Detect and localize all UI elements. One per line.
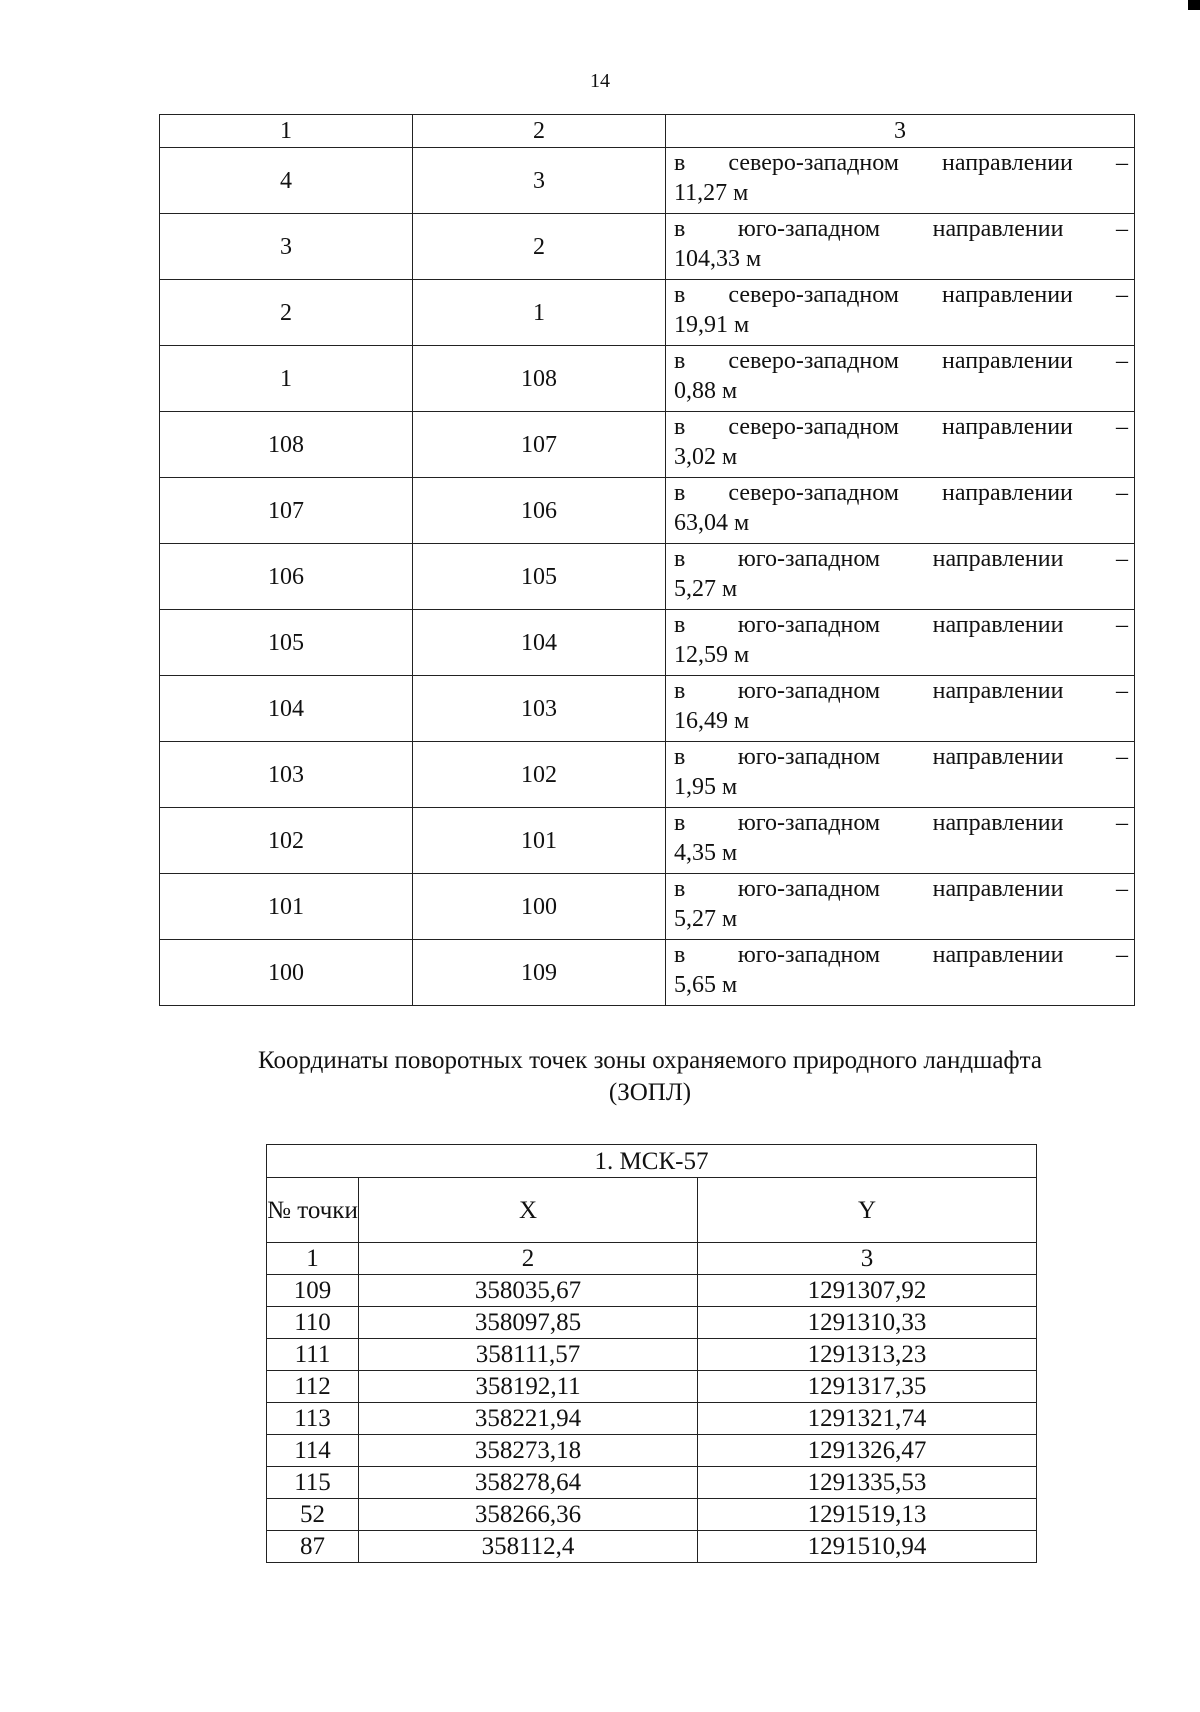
- from-point-cell: 4: [160, 148, 413, 214]
- direction-word: северо-западном: [728, 480, 899, 506]
- distance-text: 5,27 м: [674, 576, 738, 602]
- y-coordinate-cell: 1291335,53: [698, 1467, 1037, 1499]
- direction-cell: [666, 676, 1135, 742]
- direction-word: в: [674, 678, 686, 704]
- direction-word: –: [1115, 810, 1128, 836]
- to-point-cell: 105: [413, 544, 666, 610]
- column-index: 2: [359, 1243, 698, 1275]
- direction-word: юго-западном: [737, 612, 881, 638]
- direction-cell: [666, 544, 1135, 610]
- table-row: [267, 1467, 1037, 1499]
- x-coordinate-cell: 358266,36: [359, 1499, 698, 1531]
- direction-cell: [666, 610, 1135, 676]
- distance-text: 5,27 м: [674, 906, 738, 932]
- direction-word: юго-западном: [737, 744, 881, 770]
- to-point-cell: 106: [413, 478, 666, 544]
- direction-text: [674, 412, 1128, 442]
- from-point-cell: 3: [160, 214, 413, 280]
- column-header: 3: [666, 115, 1135, 148]
- direction-text: [674, 610, 1128, 640]
- to-point-cell: 108: [413, 346, 666, 412]
- distance-text: 4,35 м: [674, 840, 738, 866]
- direction-word: направлении: [932, 546, 1064, 572]
- table-header-row: [267, 1178, 1037, 1243]
- direction-cell: [666, 412, 1135, 478]
- direction-word: в: [674, 810, 686, 836]
- x-coordinate-cell: 358278,64: [359, 1467, 698, 1499]
- direction-text: [674, 214, 1128, 244]
- table-row: [267, 1339, 1037, 1371]
- y-coordinate-cell: 1291313,23: [698, 1339, 1037, 1371]
- from-point-cell: 105: [160, 610, 413, 676]
- direction-word: –: [1115, 942, 1128, 968]
- y-coordinate-cell: 1291510,94: [698, 1531, 1037, 1563]
- table-row: [160, 940, 1135, 1006]
- y-coordinate-cell: 1291317,35: [698, 1371, 1037, 1403]
- section-title-line: Координаты поворотных точек зоны охраняемого природного ландшафта: [258, 1047, 1042, 1074]
- distance-text: 63,04 м: [674, 510, 750, 536]
- distance-text: 0,88 м: [674, 378, 738, 404]
- to-point-cell: 102: [413, 742, 666, 808]
- direction-word: в: [674, 546, 686, 572]
- coordinates-table: [266, 1144, 1037, 1563]
- distance-text: 19,91 м: [674, 312, 750, 338]
- direction-cell: [666, 874, 1135, 940]
- distance-text: 12,59 м: [674, 642, 750, 668]
- direction-word: –: [1115, 744, 1128, 770]
- column-index: 1: [267, 1243, 359, 1275]
- table-row: [160, 544, 1135, 610]
- column-index: 3: [698, 1243, 1037, 1275]
- direction-word: –: [1115, 282, 1128, 308]
- direction-word: юго-западном: [737, 216, 881, 242]
- point-number-cell: 115: [267, 1467, 359, 1499]
- distance-text: 11,27 м: [674, 180, 749, 206]
- table-row: [160, 214, 1135, 280]
- to-point-cell: 3: [413, 148, 666, 214]
- direction-word: в: [674, 480, 686, 506]
- direction-word: северо-западном: [728, 348, 899, 374]
- direction-cell: [666, 214, 1135, 280]
- from-point-cell: 106: [160, 544, 413, 610]
- point-number-cell: 109: [267, 1275, 359, 1307]
- x-coordinate-cell: 358192,11: [359, 1371, 698, 1403]
- direction-text: [674, 148, 1128, 178]
- table-row: [160, 676, 1135, 742]
- section-title-line: (ЗОПЛ): [608, 1079, 692, 1106]
- direction-word: направлении: [932, 678, 1064, 704]
- direction-word: –: [1115, 216, 1128, 242]
- to-point-cell: 100: [413, 874, 666, 940]
- x-coordinate-cell: 358097,85: [359, 1307, 698, 1339]
- x-coordinate-cell: 358273,18: [359, 1435, 698, 1467]
- distance-text: 5,65 м: [674, 972, 738, 998]
- table-row: [160, 412, 1135, 478]
- direction-word: в: [674, 744, 686, 770]
- direction-word: направлении: [942, 348, 1073, 374]
- direction-text: [674, 742, 1128, 772]
- table-row: [160, 280, 1135, 346]
- direction-word: направлении: [932, 810, 1064, 836]
- from-point-cell: 108: [160, 412, 413, 478]
- column-header: 1: [160, 115, 413, 148]
- table-row: [267, 1307, 1037, 1339]
- from-point-cell: 104: [160, 676, 413, 742]
- direction-word: северо-западном: [728, 150, 899, 176]
- to-point-cell: 107: [413, 412, 666, 478]
- from-point-cell: 101: [160, 874, 413, 940]
- direction-word: направлении: [942, 150, 1073, 176]
- point-number-cell: 87: [267, 1531, 359, 1563]
- direction-word: северо-западном: [728, 282, 899, 308]
- direction-word: –: [1115, 546, 1128, 572]
- table-row: [267, 1371, 1037, 1403]
- scan-corner-mark: [1188, 0, 1200, 10]
- direction-word: в: [674, 150, 686, 176]
- direction-word: в: [674, 414, 686, 440]
- to-point-cell: 101: [413, 808, 666, 874]
- table-row: [267, 1435, 1037, 1467]
- direction-word: в: [674, 876, 686, 902]
- from-point-cell: 102: [160, 808, 413, 874]
- table-row: [160, 148, 1135, 214]
- direction-word: в: [674, 282, 686, 308]
- direction-text: [674, 478, 1128, 508]
- from-point-cell: 103: [160, 742, 413, 808]
- direction-word: направлении: [942, 480, 1073, 506]
- table-row: [267, 1275, 1037, 1307]
- direction-word: северо-западном: [728, 414, 899, 440]
- to-point-cell: 104: [413, 610, 666, 676]
- direction-cell: [666, 478, 1135, 544]
- section-title: [0, 1045, 1200, 1109]
- direction-word: –: [1115, 612, 1128, 638]
- direction-word: в: [674, 942, 686, 968]
- to-point-cell: 103: [413, 676, 666, 742]
- boundary-description-table: [159, 114, 1135, 1006]
- y-coordinate-cell: 1291310,33: [698, 1307, 1037, 1339]
- direction-word: направлении: [932, 942, 1064, 968]
- direction-cell: [666, 280, 1135, 346]
- direction-word: юго-западном: [737, 810, 881, 836]
- direction-word: юго-западном: [737, 876, 881, 902]
- table-row: [267, 1531, 1037, 1563]
- direction-word: –: [1115, 414, 1128, 440]
- direction-word: –: [1115, 480, 1128, 506]
- column-header: 2: [413, 115, 666, 148]
- direction-word: в: [674, 216, 686, 242]
- direction-word: направлении: [932, 216, 1064, 242]
- y-coordinate-cell: 1291326,47: [698, 1435, 1037, 1467]
- x-header: X: [359, 1178, 698, 1243]
- direction-word: направлении: [932, 876, 1064, 902]
- direction-word: –: [1115, 150, 1128, 176]
- from-point-cell: 2: [160, 280, 413, 346]
- table-row: [160, 808, 1135, 874]
- to-point-cell: 2: [413, 214, 666, 280]
- x-coordinate-cell: 358112,4: [359, 1531, 698, 1563]
- direction-word: в: [674, 348, 686, 374]
- distance-text: 16,49 м: [674, 708, 750, 734]
- direction-cell: [666, 808, 1135, 874]
- direction-word: –: [1115, 876, 1128, 902]
- point-number-cell: 112: [267, 1371, 359, 1403]
- direction-word: направлении: [942, 282, 1073, 308]
- table-row: [160, 742, 1135, 808]
- point-number-cell: 110: [267, 1307, 359, 1339]
- point-number-cell: 52: [267, 1499, 359, 1531]
- y-header: Y: [698, 1178, 1037, 1243]
- direction-text: [674, 940, 1128, 970]
- y-coordinate-cell: 1291519,13: [698, 1499, 1037, 1531]
- direction-word: направлении: [932, 744, 1064, 770]
- direction-text: [674, 346, 1128, 376]
- distance-text: 3,02 м: [674, 444, 738, 470]
- from-point-cell: 107: [160, 478, 413, 544]
- y-coordinate-cell: 1291307,92: [698, 1275, 1037, 1307]
- direction-cell: [666, 940, 1135, 1006]
- table-row: [267, 1403, 1037, 1435]
- table-row: [160, 874, 1135, 940]
- distance-text: 104,33 м: [674, 246, 762, 272]
- direction-word: –: [1115, 348, 1128, 374]
- distance-text: 1,95 м: [674, 774, 738, 800]
- direction-word: в: [674, 612, 686, 638]
- direction-word: юго-западном: [737, 546, 881, 572]
- column-index-row: [267, 1243, 1037, 1275]
- direction-word: юго-западном: [737, 678, 881, 704]
- point-number-header: № точки: [267, 1178, 359, 1243]
- x-coordinate-cell: 358111,57: [359, 1339, 698, 1371]
- table-row: [160, 478, 1135, 544]
- direction-text: [674, 808, 1128, 838]
- direction-word: –: [1115, 678, 1128, 704]
- direction-word: направлении: [942, 414, 1073, 440]
- direction-cell: [666, 148, 1135, 214]
- direction-text: [674, 544, 1128, 574]
- point-number-cell: 113: [267, 1403, 359, 1435]
- point-number-cell: 111: [267, 1339, 359, 1371]
- x-coordinate-cell: 358035,67: [359, 1275, 698, 1307]
- table-row: [160, 346, 1135, 412]
- direction-text: [674, 676, 1128, 706]
- direction-cell: [666, 346, 1135, 412]
- table-row: [160, 610, 1135, 676]
- coordinate-system-caption: 1. МСК-57: [267, 1145, 1037, 1178]
- to-point-cell: 1: [413, 280, 666, 346]
- direction-text: [674, 280, 1128, 310]
- y-coordinate-cell: 1291321,74: [698, 1403, 1037, 1435]
- table-header-row: [160, 115, 1135, 148]
- point-number-cell: 114: [267, 1435, 359, 1467]
- page-number: 14: [590, 70, 610, 92]
- from-point-cell: 100: [160, 940, 413, 1006]
- coordinate-system-row: [267, 1145, 1037, 1178]
- to-point-cell: 109: [413, 940, 666, 1006]
- from-point-cell: 1: [160, 346, 413, 412]
- table-row: [267, 1499, 1037, 1531]
- direction-word: направлении: [932, 612, 1064, 638]
- direction-word: юго-западном: [737, 942, 881, 968]
- direction-cell: [666, 742, 1135, 808]
- direction-text: [674, 874, 1128, 904]
- x-coordinate-cell: 358221,94: [359, 1403, 698, 1435]
